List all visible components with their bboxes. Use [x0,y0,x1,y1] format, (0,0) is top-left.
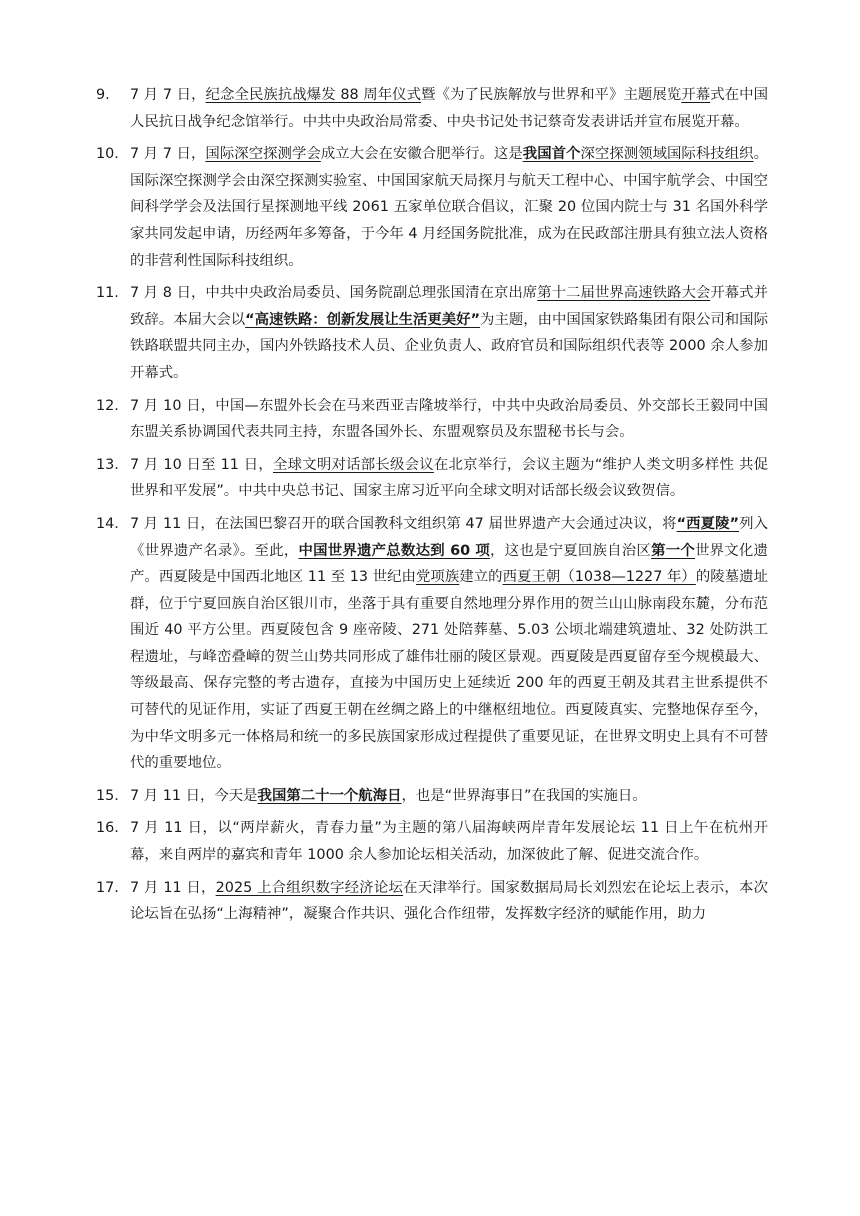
list-item [96,280,768,386]
item-text: 开幕式并致辞。本届大会以 [130,285,768,328]
item-text: 7 月 8 日，中共中央政治局委员、国务院副总理张国清在京出席 [130,285,538,302]
item-text: 7 月 11 日，今天是 [130,787,258,804]
underlined-term: 第十二届世界高速铁路大会 [537,285,711,302]
underlined-term: 深空探测领域国际科技组织 [580,146,754,163]
item-number: 9. [96,87,110,103]
item-text: 为主题，由中国国家铁路集团有限公司和国际铁路联盟共同主办，国内外铁路技术人员、企业负责人、政府官员和国际组织代表等 2000 余人参加开幕式。 [130,311,768,381]
underlined-term: 2025 上合组织数字经济论坛 [215,879,404,896]
item-number: 10. [96,146,119,163]
list-item [96,815,768,868]
underlined-term: 开幕 [681,87,711,103]
item-text: 式在中国人民抗日战争纪念馆举行。中共中央政治局常委、中央书记处书记蔡奇发表讲话并宣布展览开幕。 [130,87,768,130]
event-list [96,82,768,934]
underlined-term: 纪念全民族抗战爆发 88 周年仪式 [205,87,422,103]
emphasized-term: 我国第二十一个航海日 [257,787,402,804]
underlined-term: 国际深空探测学会 [205,146,321,163]
item-number: 13. [96,456,119,473]
item-text: 世界文化遗产。西夏陵是中国西北地区 11 至 13 世纪由 [130,542,768,586]
emphasized-term: “高速铁路：创新发展让生活更美好” [245,311,481,328]
emphasized-term: 第一个 [651,542,695,559]
item-text: ，也是“世界海事日”在我国的实施日。 [401,787,647,804]
item-text: 的陵墓遗址群，位于宁夏回族自治区银川市，坐落于具有重要自然地理分界作用的贺兰山山脉南段东麓，分布范围近 40 平方公里。西夏陵包含 9 座帝陵、271 处陪葬墓、5.03 公顷北端建筑遗址、32 处防洪工程遗址，与峰峦叠嶂的贺兰山势共同形成了雄伟壮丽的陵区景观。西夏陵是西夏留存至今规模最大、等级最高、保存完整的考古遗存，直接为中国历史上延续近 200 年的西夏王朝及其君主世系提供不可替代的见证作用，实证了西夏王朝在丝绸之路上的中继枢纽地位。西夏陵真实、完整地保存至今，为中华文明多元一体格局和统一的多民族国家形成过程提供了重要见证，在世界文明史上具有不可替代的重要地位。 [130,569,768,772]
item-number: 15. [96,787,119,804]
item-text: 在北京举行，会议主题为“维护人类文明多样性 共促世界和平发展”。中共中央总书记、国家主席习近平向全球文明对话部长级会议致贺信。 [130,456,768,500]
item-text: 成立大会在安徽合肥举行。这是 [320,146,523,163]
list-item [96,783,768,810]
emphasized-term: 我国首个 [522,146,581,163]
item-text: 建立的 [459,569,503,586]
list-item [96,452,768,505]
item-text: 7 月 10 日，中国—东盟外长会在马来西亚吉隆坡举行，中共中央政治局委员、外交部长王毅同中国东盟关系协调国代表共同主持，东盟各国外长、东盟观察员及东盟秘书长与会。 [130,397,768,441]
underlined-term: 西夏王朝（1038—1227 年） [502,569,696,586]
item-number: 14. [96,515,119,532]
item-text: 7 月 7 日， [130,87,206,103]
item-text: 7 月 7 日， [130,146,206,163]
underlined-term: 党项族 [415,569,460,586]
item-text: 在天津举行。国家数据局局长刘烈宏在论坛上表示，本次论坛旨在弘扬“上海精神”，凝聚合作共识、强化合作纽带，发挥数字经济的赋能作用，助力 [130,879,768,923]
list-item [96,141,768,274]
emphasized-term: “西夏陵” [676,515,740,532]
item-text: 7 月 11 日， [130,879,216,896]
item-text: 。国际深空探测学会由深空探测实验室、中国国家航天局探月与航天工程中心、中国宇航学会、中国空间科学学会及法国行星探测地平线 2061 五家单位联合倡议，汇聚 20 位国内院士与 31 名国外科学家共同发起申请，历经两年多筹备，于今年 4 月经国务院批准，成为在民政部注册具有独立法人资格的非营利性国际科技组织。 [130,146,768,269]
underlined-term: 全球文明对话部长级会议 [272,456,434,473]
list-item [96,511,768,777]
item-text: ，这也是宁夏回族自治区 [490,542,652,559]
item-number: 12. [96,397,119,414]
item-text: 7 月 10 日至 11 日， [130,456,273,473]
item-text: 7 月 11 日，以“两岸薪火，青春力量”为主题的第八届海峡两岸青年发展论坛 11 日上午在杭州开幕，来自两岸的嘉宾和青年 1000 余人参加论坛相关活动，加深彼此了解、促进交流合作。 [130,820,768,864]
item-number: 17. [96,879,119,896]
list-item [96,82,768,135]
item-text: 列入《世界遗产名录》。至此， [130,515,768,559]
item-number: 16. [96,820,119,837]
list-item [96,393,768,446]
item-number: 11. [96,285,119,302]
item-text: 暨《为了民族解放与世界和平》主题展览 [421,87,682,103]
list-item [96,875,768,928]
emphasized-term: 中国世界遗产总数达到 60 项 [298,542,491,559]
item-text: 7 月 11 日，在法国巴黎召开的联合国教科文组织第 47 届世界遗产大会通过决议，将 [130,515,677,532]
